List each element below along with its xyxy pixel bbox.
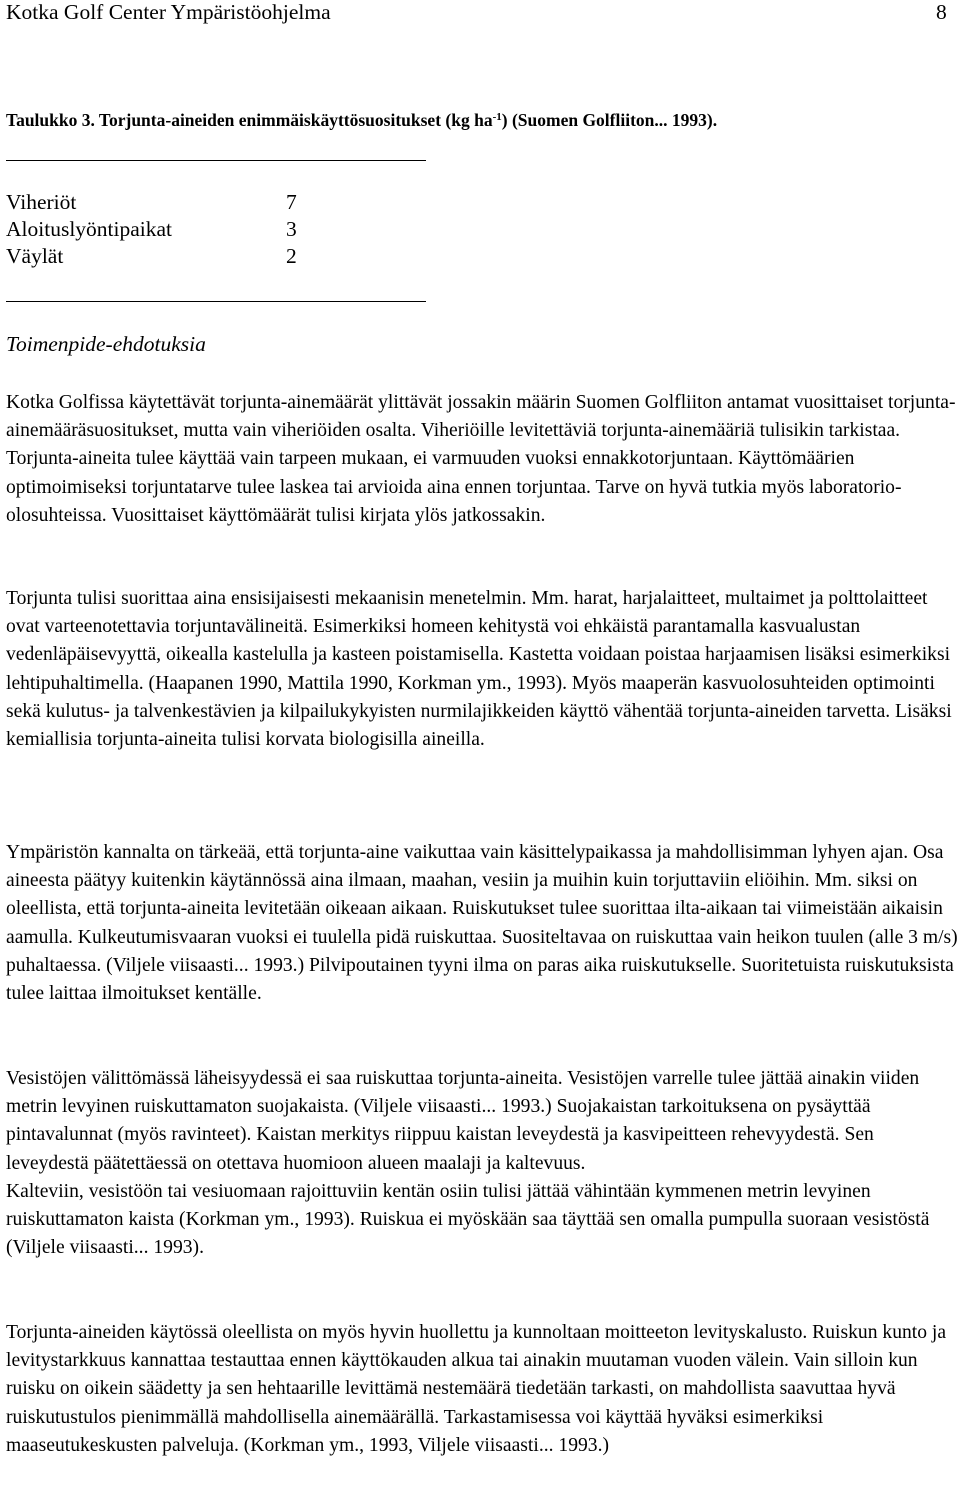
table-row-label: Aloituslyöntipaikat [6,217,173,241]
table-caption-superscript: -1 [492,111,502,123]
section-heading: Toimenpide-ehdotuksia [6,332,206,356]
table-caption-main: Taulukko 3. Torjunta-aineiden enimmäiskäyttösuositukset (kg ha [6,110,493,130]
table-row-value: 2 [286,244,297,268]
document-header-title: Kotka Golf Center Ympäristöohjelma [6,0,331,24]
page-number: 8 [936,0,947,24]
table-row [6,243,306,270]
table-top-rule [6,160,426,161]
body-paragraph: Kotka Golfissa käytettävät torjunta-ainemäärät ylittävät jossakin määrin Suomen Golfliiton antamat vuosittaiset torjunta-ainemääräsuositukset, mutta vain viheriöiden osalta. Viheriöille levitettäviä torjunta-ainemääriä tulisikin tarkistaa. Torjunta-aineita tulee käyttää vain tarpeen mukaan, ei varmuuden vuoksi ennakkotorjuntaan. Käyttömäärien optimoimiseksi torjuntatarve tulee laskea tai arvioida aina ennen torjuntaa. Tarve on hyvä tutkia myös laboratorio-olosuhteissa. Vuosittaiset käyttömäärät tulisi kirjata ylös jatkossakin. [6,392,956,526]
body-paragraph: Ympäristön kannalta on tärkeää, että torjunta-aine vaikuttaa vain käsittelypaikassa ja mahdollisimman lyhyen ajan. Osa aineesta päätyy kuitenkin käytännössä aina ilmaan, maahan, vesiin ja muihin kuin torjuttaviin eliöihin. Mm. siksi on oleellista, että torjunta-aineita levitetään oikeaan aikaan. Ruiskutukset tulee suorittaa ilta-aikaan tai viimeistään aikaisin aamulla. Kulkeutumisvaaran vuoksi ei tuulella pidä ruiskuttaa. Suositeltavaa on ruiskuttaa vain heikon tuulen (alle 3 m/s) puhaltaessa. (Viljele viisaasti... 1993.) Pilvipoutainen tyyni ilma on paras aika ruiskutukselle. Suoritetuista ruiskutuksista tulee laittaa ilmoitukset kentälle. [6,842,958,1005]
table-row-value: 3 [286,217,297,241]
table-row-value: 7 [286,190,297,214]
table-caption-source: ) (Suomen Golfliiton... 1993). [501,110,718,130]
table-caption [6,108,717,132]
body-paragraph: Vesistöjen välittömässä läheisyydessä ei saa ruiskuttaa torjunta-aineita. Vesistöjen varrelle tulee jättää ainakin viiden metrin levyinen ruiskuttamaton suojakaista. (Viljele viisaasti... 1993.) Suojakaistan tarkoituksena on pysäyttää pintavalunnat (myös ravinteet). Kaistan merkitys riippuu kaistan leveydestä ja kasvipeitteen rehevyydestä. Sen leveydestä päätettäessä on otettava huomioon alueen maalaji ja kaltevuus. Kalteviin, vesistöön tai vesiuomaan rajoittuviin kentän osiin tulisi jättää vähintään kymmenen metrin levyinen ruiskuttamaton kaista (Korkman ym., 1993). Ruiskua ei myöskään saa täyttää sen omalla pumpulla suoraan vesistöstä (Viljele viisaasti... 1993). [6,1068,930,1259]
table-row [6,189,306,216]
body-paragraph: Torjunta-aineiden käytössä oleellista on myös hyvin huollettu ja kunnoltaan moitteeton levityskalusto. Ruiskun kunto ja levitystarkkuus kannattaa testauttaa ennen käyttökauden alkua tai ainakin muutaman vuoden välein. Vain silloin kun ruisku on oikein säädetty ja sen hehtaarille levittämä nestemäärä tiedetään tarkasti, on mahdollista saavuttaa hyvä ruiskutustulos pienimmällä mahdollisella ainemäärällä. Tarkastamisessa voi käyttää hyväksi esimerkiksi maaseutukeskusten palveluja. (Korkman ym., 1993, Viljele viisaasti... 1993.) [6,1322,947,1456]
table-bottom-rule [6,301,426,302]
table-row-label: Väylät [6,244,64,268]
body-paragraph: Torjunta tulisi suorittaa aina ensisijaisesti mekaanisin menetelmin. Mm. harat, harjalaitteet, multaimet ja polttolaitteet ovat varteenotettavia torjuntavälineitä. Esimerkiksi homeen kehitystä voi ehkäistä parantamalla kasvualustan vedenläpäisevyyttä, oikealla kastelulla ja kasteen poistamisella. Kastetta voidaan poistaa harjaamisen lisäksi esimerkiksi lehtipuhaltimella. (Haapanen 1990, Mattila 1990, Korkman ym., 1993). Myös maaperän kasvuolosuhteiden optimointi sekä kulutus- ja talvenkestävien ja kilpailukykyisten nurmilajikkeiden käyttö vähentää torjunta-aineiden tarvetta. Lisäksi kemiallisia torjunta-aineita tulisi korvata biologisilla aineilla. [6,588,952,751]
table-row [6,216,306,243]
table-row-label: Viheriöt [6,190,77,214]
